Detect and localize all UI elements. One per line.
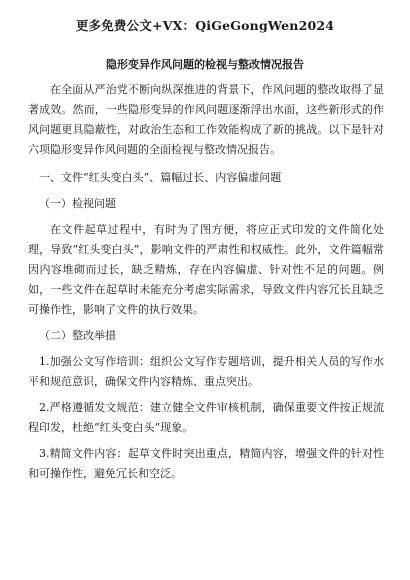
check-paragraph: 在文件起草过程中，有时为了图方便，将应正式印发的文件简化处理，导致“红头变白头”，影响文件的严肃性和权威性。此外，文件篇幅常因内容堆砌而过长，缺乏精炼，存在内容偏虚、针对性不足的问题。例如，一些文件在起草时未能充分考虑实际需求，导致文件内容冗长且缺乏可操作性，影响了文件的执行效果。 — [28, 223, 384, 316]
subsection-heading-fix: （二）整改举措 — [39, 329, 116, 342]
section-heading: 一、文件“红头变白头”、篇幅过长、内容偏虚问题 — [39, 171, 282, 184]
fix-item-1: 1.加强公文写作培训：组织公文写作专题培训，提升相关人员的写作水平和规范意识，确保文件内容精炼、重点突出。 — [28, 355, 384, 388]
fix-item-3: 3.精简文件内容：起草文件时突出重点，精简内容，增强文件的针对性和可操作性，避免冗长和空泛。 — [28, 447, 384, 480]
fix-item-2: 2.严格遵循发文规范：建立健全文件审核机制，确保重要文件按正规流程印发，杜绝“红头变白头”现象。 — [28, 401, 384, 434]
subsection-heading-check: （一）检视问题 — [39, 197, 116, 210]
document-title: 隐形变异作风问题的检视与整改情况报告 — [106, 58, 304, 71]
intro-paragraph: 在全面从严治党不断向纵深推进的背景下，作风问题的整改取得了显著成效。然而，一些隐形变异的作风问题逐渐浮出水面，这些新形式的作风问题更具隐蔽性，对政治生态和工作效能构成了新的挑战。以下是针对六项隐形变异作风问题的全面检视与整改情况报告。 — [28, 83, 384, 156]
promo-banner: 更多免费公文+VX：QiGeGongWen2024 — [75, 18, 335, 33]
document-body — [28, 80, 384, 484]
spacer — [28, 160, 384, 166]
